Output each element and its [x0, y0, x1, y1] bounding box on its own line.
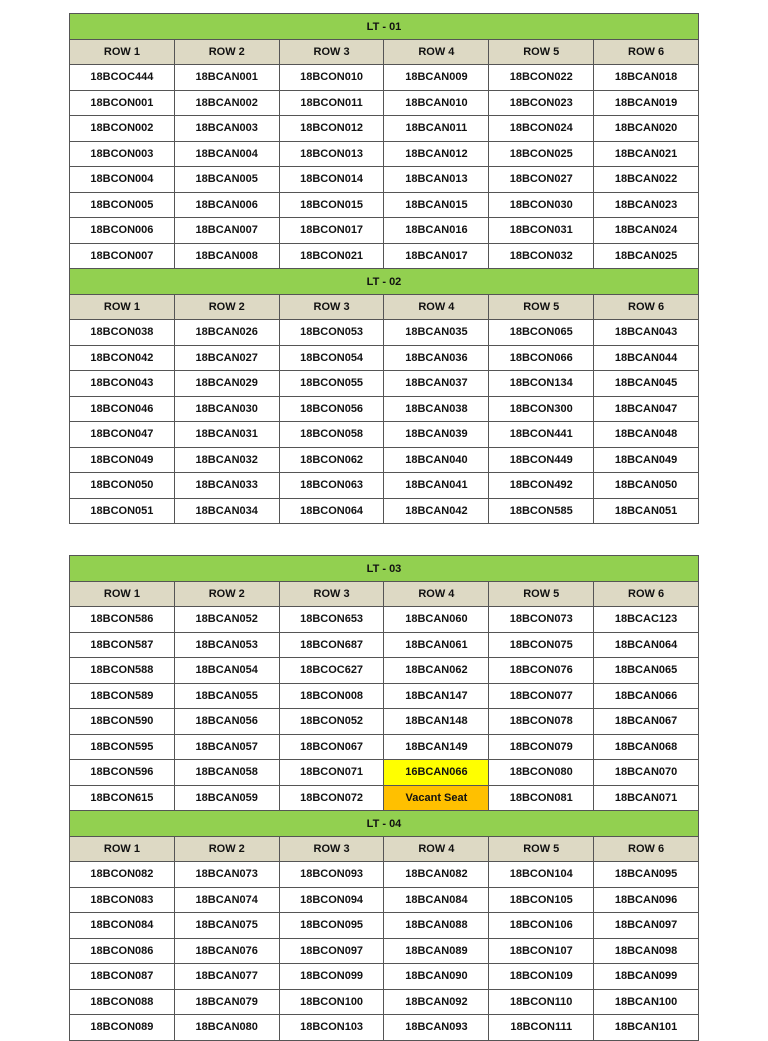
seat-cell: 18BCON030: [489, 192, 594, 218]
table-row: [70, 116, 699, 142]
seat-cell: 18BCAN067: [594, 709, 699, 735]
seat-cell: Vacant Seat: [384, 785, 489, 811]
seat-cell: 18BCON104: [489, 862, 594, 888]
seat-cell: 18BCAN076: [174, 938, 279, 964]
column-header: ROW 4: [384, 40, 489, 65]
seat-cell: 18BCON075: [489, 632, 594, 658]
seat-cell: 18BCON038: [70, 320, 175, 346]
column-header: ROW 4: [384, 295, 489, 320]
header-row: [70, 295, 699, 320]
seat-cell: 18BCAN090: [384, 964, 489, 990]
seat-cell: 18BCON025: [489, 141, 594, 167]
seat-cell: 18BCAN003: [174, 116, 279, 142]
seat-cell: 18BCON076: [489, 658, 594, 684]
seat-cell: 18BCAN079: [174, 989, 279, 1015]
table-row: [70, 632, 699, 658]
seat-cell: 18BCAN052: [174, 607, 279, 633]
seat-cell: 18BCON067: [279, 734, 384, 760]
seat-cell: 18BCOC444: [70, 65, 175, 91]
seat-cell: 18BCON586: [70, 607, 175, 633]
table-row: [70, 320, 699, 346]
seat-cell: 18BCON107: [489, 938, 594, 964]
seat-cell: 18BCAN047: [594, 396, 699, 422]
column-header: ROW 5: [489, 295, 594, 320]
seat-cell: 18BCAN095: [594, 862, 699, 888]
seat-cell: 18BCAN025: [594, 243, 699, 269]
seat-cell: 18BCON042: [70, 345, 175, 371]
seat-cell: 18BCAN061: [384, 632, 489, 658]
table-row: [70, 785, 699, 811]
seat-cell: 18BCON109: [489, 964, 594, 990]
table-row: [70, 65, 699, 91]
seating-table: [69, 13, 699, 524]
column-header: ROW 5: [489, 837, 594, 862]
seat-cell: 18BCON081: [489, 785, 594, 811]
column-header: ROW 2: [174, 40, 279, 65]
lt-title-row: [70, 14, 699, 40]
seat-cell: 18BCAN034: [174, 498, 279, 524]
seat-cell: 18BCON013: [279, 141, 384, 167]
seat-cell: 18BCAN098: [594, 938, 699, 964]
seat-cell: 18BCAN004: [174, 141, 279, 167]
seat-cell: 18BCON023: [489, 90, 594, 116]
seat-cell: 18BCON056: [279, 396, 384, 422]
column-header: ROW 4: [384, 582, 489, 607]
seat-cell: 18BCON084: [70, 913, 175, 939]
seat-cell: 18BCON065: [489, 320, 594, 346]
seat-cell: 18BCAN030: [174, 396, 279, 422]
table-row: [70, 345, 699, 371]
table-row: [70, 913, 699, 939]
seat-cell: 18BCAN043: [594, 320, 699, 346]
seat-cell: 18BCAN015: [384, 192, 489, 218]
seat-cell: 18BCAN068: [594, 734, 699, 760]
seat-cell: 18BCAN048: [594, 422, 699, 448]
seat-cell: 18BCON105: [489, 887, 594, 913]
table-row: [70, 989, 699, 1015]
seat-cell: 18BCAN020: [594, 116, 699, 142]
seat-cell: 18BCAN055: [174, 683, 279, 709]
table-row: [70, 371, 699, 397]
seat-cell: 18BCON062: [279, 447, 384, 473]
seat-cell: 18BCAN022: [594, 167, 699, 193]
seat-cell: 18BCON006: [70, 218, 175, 244]
seat-cell: 18BCON094: [279, 887, 384, 913]
column-header: ROW 6: [594, 40, 699, 65]
seat-cell: 18BCAN099: [594, 964, 699, 990]
table-row: [70, 447, 699, 473]
seat-cell: 18BCON089: [70, 1015, 175, 1041]
seat-cell: 18BCAN054: [174, 658, 279, 684]
seat-cell: 18BCON134: [489, 371, 594, 397]
column-header: ROW 6: [594, 295, 699, 320]
seat-cell: 18BCAN021: [594, 141, 699, 167]
seat-cell: 18BCON024: [489, 116, 594, 142]
seat-cell: 18BCON077: [489, 683, 594, 709]
table-row: [70, 243, 699, 269]
table-row: [70, 1015, 699, 1041]
seat-cell: 18BCAN005: [174, 167, 279, 193]
seat-cell: 18BCAN029: [174, 371, 279, 397]
seat-cell: 18BCAN077: [174, 964, 279, 990]
seat-cell: 18BCOC627: [279, 658, 384, 684]
table-row: [70, 658, 699, 684]
seat-cell: 18BCON011: [279, 90, 384, 116]
column-header: ROW 6: [594, 837, 699, 862]
seat-cell: 18BCON087: [70, 964, 175, 990]
seat-cell: 18BCAN040: [384, 447, 489, 473]
seat-cell: 18BCAN044: [594, 345, 699, 371]
column-header: ROW 1: [70, 837, 175, 862]
seat-cell: 18BCON687: [279, 632, 384, 658]
seat-cell: 18BCAN093: [384, 1015, 489, 1041]
column-header: ROW 4: [384, 837, 489, 862]
seat-cell: 18BCON080: [489, 760, 594, 786]
seat-cell: 18BCAN018: [594, 65, 699, 91]
seat-cell: 18BCAN073: [174, 862, 279, 888]
seat-cell: 18BCON066: [489, 345, 594, 371]
seat-cell: 18BCAN036: [384, 345, 489, 371]
seat-cell: 18BCAN057: [174, 734, 279, 760]
column-header: ROW 3: [279, 582, 384, 607]
seat-cell: 18BCAN008: [174, 243, 279, 269]
seat-cell: 18BCAN035: [384, 320, 489, 346]
seat-cell: 18BCON064: [279, 498, 384, 524]
seat-cell: 18BCON050: [70, 473, 175, 499]
seat-cell: 18BCON047: [70, 422, 175, 448]
seat-cell: 18BCAN024: [594, 218, 699, 244]
seat-cell: 18BCAN007: [174, 218, 279, 244]
lt-title: LT - 03: [70, 556, 699, 582]
seat-cell: 18BCAN019: [594, 90, 699, 116]
lt-title-row: [70, 556, 699, 582]
seat-cell: 18BCON095: [279, 913, 384, 939]
seat-cell: 18BCON001: [70, 90, 175, 116]
seat-cell: 18BCON017: [279, 218, 384, 244]
seat-cell: 18BCON585: [489, 498, 594, 524]
seat-cell: 18BCAN080: [174, 1015, 279, 1041]
table-row: [70, 607, 699, 633]
seat-cell: 18BCAN062: [384, 658, 489, 684]
seat-cell: 18BCAN097: [594, 913, 699, 939]
lt-title: LT - 02: [70, 269, 699, 295]
seat-cell: 18BCAN016: [384, 218, 489, 244]
seat-cell: 18BCON587: [70, 632, 175, 658]
seat-cell: 18BCAN148: [384, 709, 489, 735]
seat-cell: 18BCAN092: [384, 989, 489, 1015]
seat-cell: 18BCAN084: [384, 887, 489, 913]
seat-cell: 18BCAN031: [174, 422, 279, 448]
seat-cell: 18BCON449: [489, 447, 594, 473]
table-row: [70, 192, 699, 218]
seat-cell: 18BCAN075: [174, 913, 279, 939]
seat-cell: 18BCON111: [489, 1015, 594, 1041]
column-header: ROW 3: [279, 837, 384, 862]
seat-cell: 18BCON055: [279, 371, 384, 397]
seat-cell: 18BCON300: [489, 396, 594, 422]
seat-cell: 18BCAN017: [384, 243, 489, 269]
seat-cell: 18BCAN074: [174, 887, 279, 913]
header-row: [70, 582, 699, 607]
seat-cell: 18BCON086: [70, 938, 175, 964]
seat-cell: 18BCON492: [489, 473, 594, 499]
seat-cell: 18BCON022: [489, 65, 594, 91]
table-row: [70, 396, 699, 422]
seating-table-group-1: [69, 13, 699, 524]
seat-cell: 18BCAN066: [594, 683, 699, 709]
seat-cell: 18BCON054: [279, 345, 384, 371]
seat-cell: 18BCON010: [279, 65, 384, 91]
column-header: ROW 1: [70, 40, 175, 65]
table-row: [70, 141, 699, 167]
seating-table: [69, 555, 699, 1041]
seat-cell: 18BCON093: [279, 862, 384, 888]
column-header: ROW 1: [70, 295, 175, 320]
column-header: ROW 3: [279, 40, 384, 65]
table-row: [70, 167, 699, 193]
seat-cell: 18BCAC123: [594, 607, 699, 633]
seat-cell: 18BCON083: [70, 887, 175, 913]
seat-cell: 18BCON027: [489, 167, 594, 193]
seat-cell: 18BCON595: [70, 734, 175, 760]
seat-cell: 18BCAN032: [174, 447, 279, 473]
seat-cell: 18BCAN027: [174, 345, 279, 371]
seat-cell: 18BCON015: [279, 192, 384, 218]
seat-cell: 18BCAN023: [594, 192, 699, 218]
seat-cell: 18BCAN100: [594, 989, 699, 1015]
seating-table-group-2: [69, 555, 699, 1041]
seat-cell: 18BCAN070: [594, 760, 699, 786]
seat-cell: 18BCON615: [70, 785, 175, 811]
lt-title: LT - 04: [70, 811, 699, 837]
seat-cell: 18BCAN060: [384, 607, 489, 633]
seat-cell: 18BCON088: [70, 989, 175, 1015]
seat-cell: 18BCON082: [70, 862, 175, 888]
seat-cell: 18BCAN065: [594, 658, 699, 684]
table-row: [70, 964, 699, 990]
seat-cell: 18BCON063: [279, 473, 384, 499]
seat-cell: 18BCAN059: [174, 785, 279, 811]
seat-cell: 18BCAN147: [384, 683, 489, 709]
seat-cell: 18BCON005: [70, 192, 175, 218]
column-header: ROW 3: [279, 295, 384, 320]
header-row: [70, 837, 699, 862]
seat-cell: 18BCON071: [279, 760, 384, 786]
seat-cell: 18BCAN088: [384, 913, 489, 939]
seat-cell: 18BCAN002: [174, 90, 279, 116]
seat-cell: 18BCON051: [70, 498, 175, 524]
table-row: [70, 734, 699, 760]
lt-title-row: [70, 811, 699, 837]
seat-cell: 18BCON053: [279, 320, 384, 346]
seat-cell: 18BCON588: [70, 658, 175, 684]
seat-cell: 18BCON441: [489, 422, 594, 448]
column-header: ROW 1: [70, 582, 175, 607]
seat-cell: 18BCON004: [70, 167, 175, 193]
column-header: ROW 2: [174, 295, 279, 320]
seat-cell: 18BCON058: [279, 422, 384, 448]
seat-cell: 18BCON052: [279, 709, 384, 735]
column-header: ROW 5: [489, 582, 594, 607]
seat-cell: 18BCAN058: [174, 760, 279, 786]
seat-cell: 18BCON103: [279, 1015, 384, 1041]
seat-cell: 18BCON099: [279, 964, 384, 990]
seat-cell: 18BCAN037: [384, 371, 489, 397]
seat-cell: 16BCAN066: [384, 760, 489, 786]
seat-cell: 18BCON046: [70, 396, 175, 422]
seat-cell: 18BCON002: [70, 116, 175, 142]
header-row: [70, 40, 699, 65]
table-row: [70, 218, 699, 244]
seat-cell: 18BCAN026: [174, 320, 279, 346]
seat-cell: 18BCON014: [279, 167, 384, 193]
column-header: ROW 2: [174, 582, 279, 607]
table-row: [70, 709, 699, 735]
seat-cell: 18BCAN038: [384, 396, 489, 422]
seat-cell: 18BCON078: [489, 709, 594, 735]
table-row: [70, 760, 699, 786]
column-header: ROW 6: [594, 582, 699, 607]
seat-cell: 18BCAN089: [384, 938, 489, 964]
table-row: [70, 498, 699, 524]
seat-cell: 18BCAN001: [174, 65, 279, 91]
seat-cell: 18BCAN082: [384, 862, 489, 888]
seat-cell: 18BCON003: [70, 141, 175, 167]
column-header: ROW 5: [489, 40, 594, 65]
seat-cell: 18BCON072: [279, 785, 384, 811]
seat-cell: 18BCAN056: [174, 709, 279, 735]
seat-cell: 18BCAN050: [594, 473, 699, 499]
seat-cell: 18BCON021: [279, 243, 384, 269]
seat-cell: 18BCAN051: [594, 498, 699, 524]
seat-cell: 18BCAN064: [594, 632, 699, 658]
seat-cell: 18BCAN039: [384, 422, 489, 448]
lt-title-row: [70, 269, 699, 295]
seat-cell: 18BCAN041: [384, 473, 489, 499]
seat-cell: 18BCON097: [279, 938, 384, 964]
seat-cell: 18BCAN006: [174, 192, 279, 218]
seat-cell: 18BCAN101: [594, 1015, 699, 1041]
seat-cell: 18BCON590: [70, 709, 175, 735]
seat-cell: 18BCAN033: [174, 473, 279, 499]
table-row: [70, 887, 699, 913]
seat-cell: 18BCON110: [489, 989, 594, 1015]
seat-cell: 18BCON079: [489, 734, 594, 760]
column-header: ROW 2: [174, 837, 279, 862]
seat-cell: 18BCAN053: [174, 632, 279, 658]
seat-cell: 18BCON031: [489, 218, 594, 244]
seat-cell: 18BCON106: [489, 913, 594, 939]
seat-cell: 18BCON049: [70, 447, 175, 473]
table-row: [70, 683, 699, 709]
table-row: [70, 938, 699, 964]
seat-cell: 18BCAN049: [594, 447, 699, 473]
seat-cell: 18BCAN010: [384, 90, 489, 116]
seat-cell: 18BCAN096: [594, 887, 699, 913]
seat-cell: 18BCAN042: [384, 498, 489, 524]
seat-cell: 18BCAN013: [384, 167, 489, 193]
lt-title: LT - 01: [70, 14, 699, 40]
seat-cell: 18BCON073: [489, 607, 594, 633]
seat-cell: 18BCAN045: [594, 371, 699, 397]
seat-cell: 18BCON032: [489, 243, 594, 269]
table-row: [70, 862, 699, 888]
seat-cell: 18BCON589: [70, 683, 175, 709]
seat-cell: 18BCAN149: [384, 734, 489, 760]
seat-cell: 18BCON596: [70, 760, 175, 786]
seat-cell: 18BCON008: [279, 683, 384, 709]
seat-cell: 18BCON100: [279, 989, 384, 1015]
seat-cell: 18BCON043: [70, 371, 175, 397]
seat-cell: 18BCON653: [279, 607, 384, 633]
seat-cell: 18BCON007: [70, 243, 175, 269]
seat-cell: 18BCAN071: [594, 785, 699, 811]
seat-cell: 18BCON012: [279, 116, 384, 142]
seat-cell: 18BCAN009: [384, 65, 489, 91]
seat-cell: 18BCAN011: [384, 116, 489, 142]
table-row: [70, 473, 699, 499]
table-row: [70, 90, 699, 116]
table-row: [70, 422, 699, 448]
seat-cell: 18BCAN012: [384, 141, 489, 167]
